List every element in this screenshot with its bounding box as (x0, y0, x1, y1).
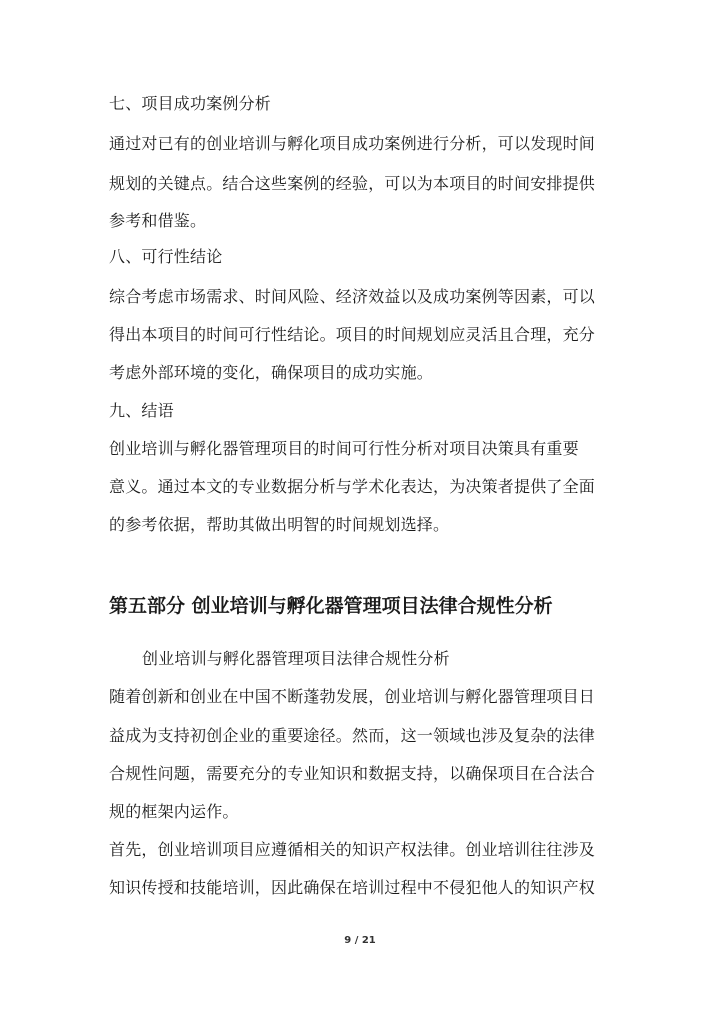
heading-success-cases: 七、项目成功案例分析 (109, 94, 272, 113)
paragraph-line: 的参考依据，帮助其做出明智的时间规划选择。 (109, 515, 450, 534)
heading-feasibility-conclusion: 八、可行性结论 (109, 247, 223, 266)
paragraph-line: 得出本项目的时间可行性结论。项目的时间规划应灵活且合理，充分 (109, 325, 596, 344)
paragraph-line: 益成为支持初创企业的重要途径。然而，这一领域也涉及复杂的法律 (109, 726, 596, 745)
paragraph-line: 参考和借鉴。 (109, 211, 207, 230)
heading-conclusion: 九、结语 (109, 401, 174, 420)
paragraph-line: 规划的关键点。结合这些案例的经验，可以为本项目的时间安排提供 (109, 174, 596, 193)
section-title: 第五部分 创业培训与孵化器管理项目法律合规性分析 (109, 595, 553, 617)
paragraph-line: 意义。通过本文的专业数据分析与学术化表达，为决策者提供了全面 (109, 477, 596, 496)
paragraph-line: 规的框架内运作。 (109, 802, 239, 821)
paragraph-line: 通过对已有的创业培训与孵化项目成功案例进行分析，可以发现时间 (109, 134, 596, 153)
paragraph-line: 创业培训与孵化器管理项目的时间可行性分析对项目决策具有重要 (109, 439, 579, 458)
subsection-title: 创业培训与孵化器管理项目法律合规性分析 (142, 649, 450, 668)
paragraph-line: 首先，创业培训项目应遵循相关的知识产权法律。创业培训往往涉及 (109, 840, 596, 859)
paragraph-line: 综合考虑市场需求、时间风险、经济效益以及成功案例等因素，可以 (109, 287, 596, 306)
page-number: 9 / 21 (344, 935, 376, 946)
paragraph-line: 随着创新和创业在中国不断蓬勃发展，创业培训与孵化器管理项目日 (109, 687, 596, 706)
paragraph-line: 知识传授和技能培训，因此确保在培训过程中不侵犯他人的知识产权 (109, 878, 596, 897)
paragraph-line: 合规性问题，需要充分的专业知识和数据支持，以确保项目在合法合 (109, 764, 596, 783)
paragraph-line: 考虑外部环境的变化，确保项目的成功实施。 (109, 363, 434, 382)
